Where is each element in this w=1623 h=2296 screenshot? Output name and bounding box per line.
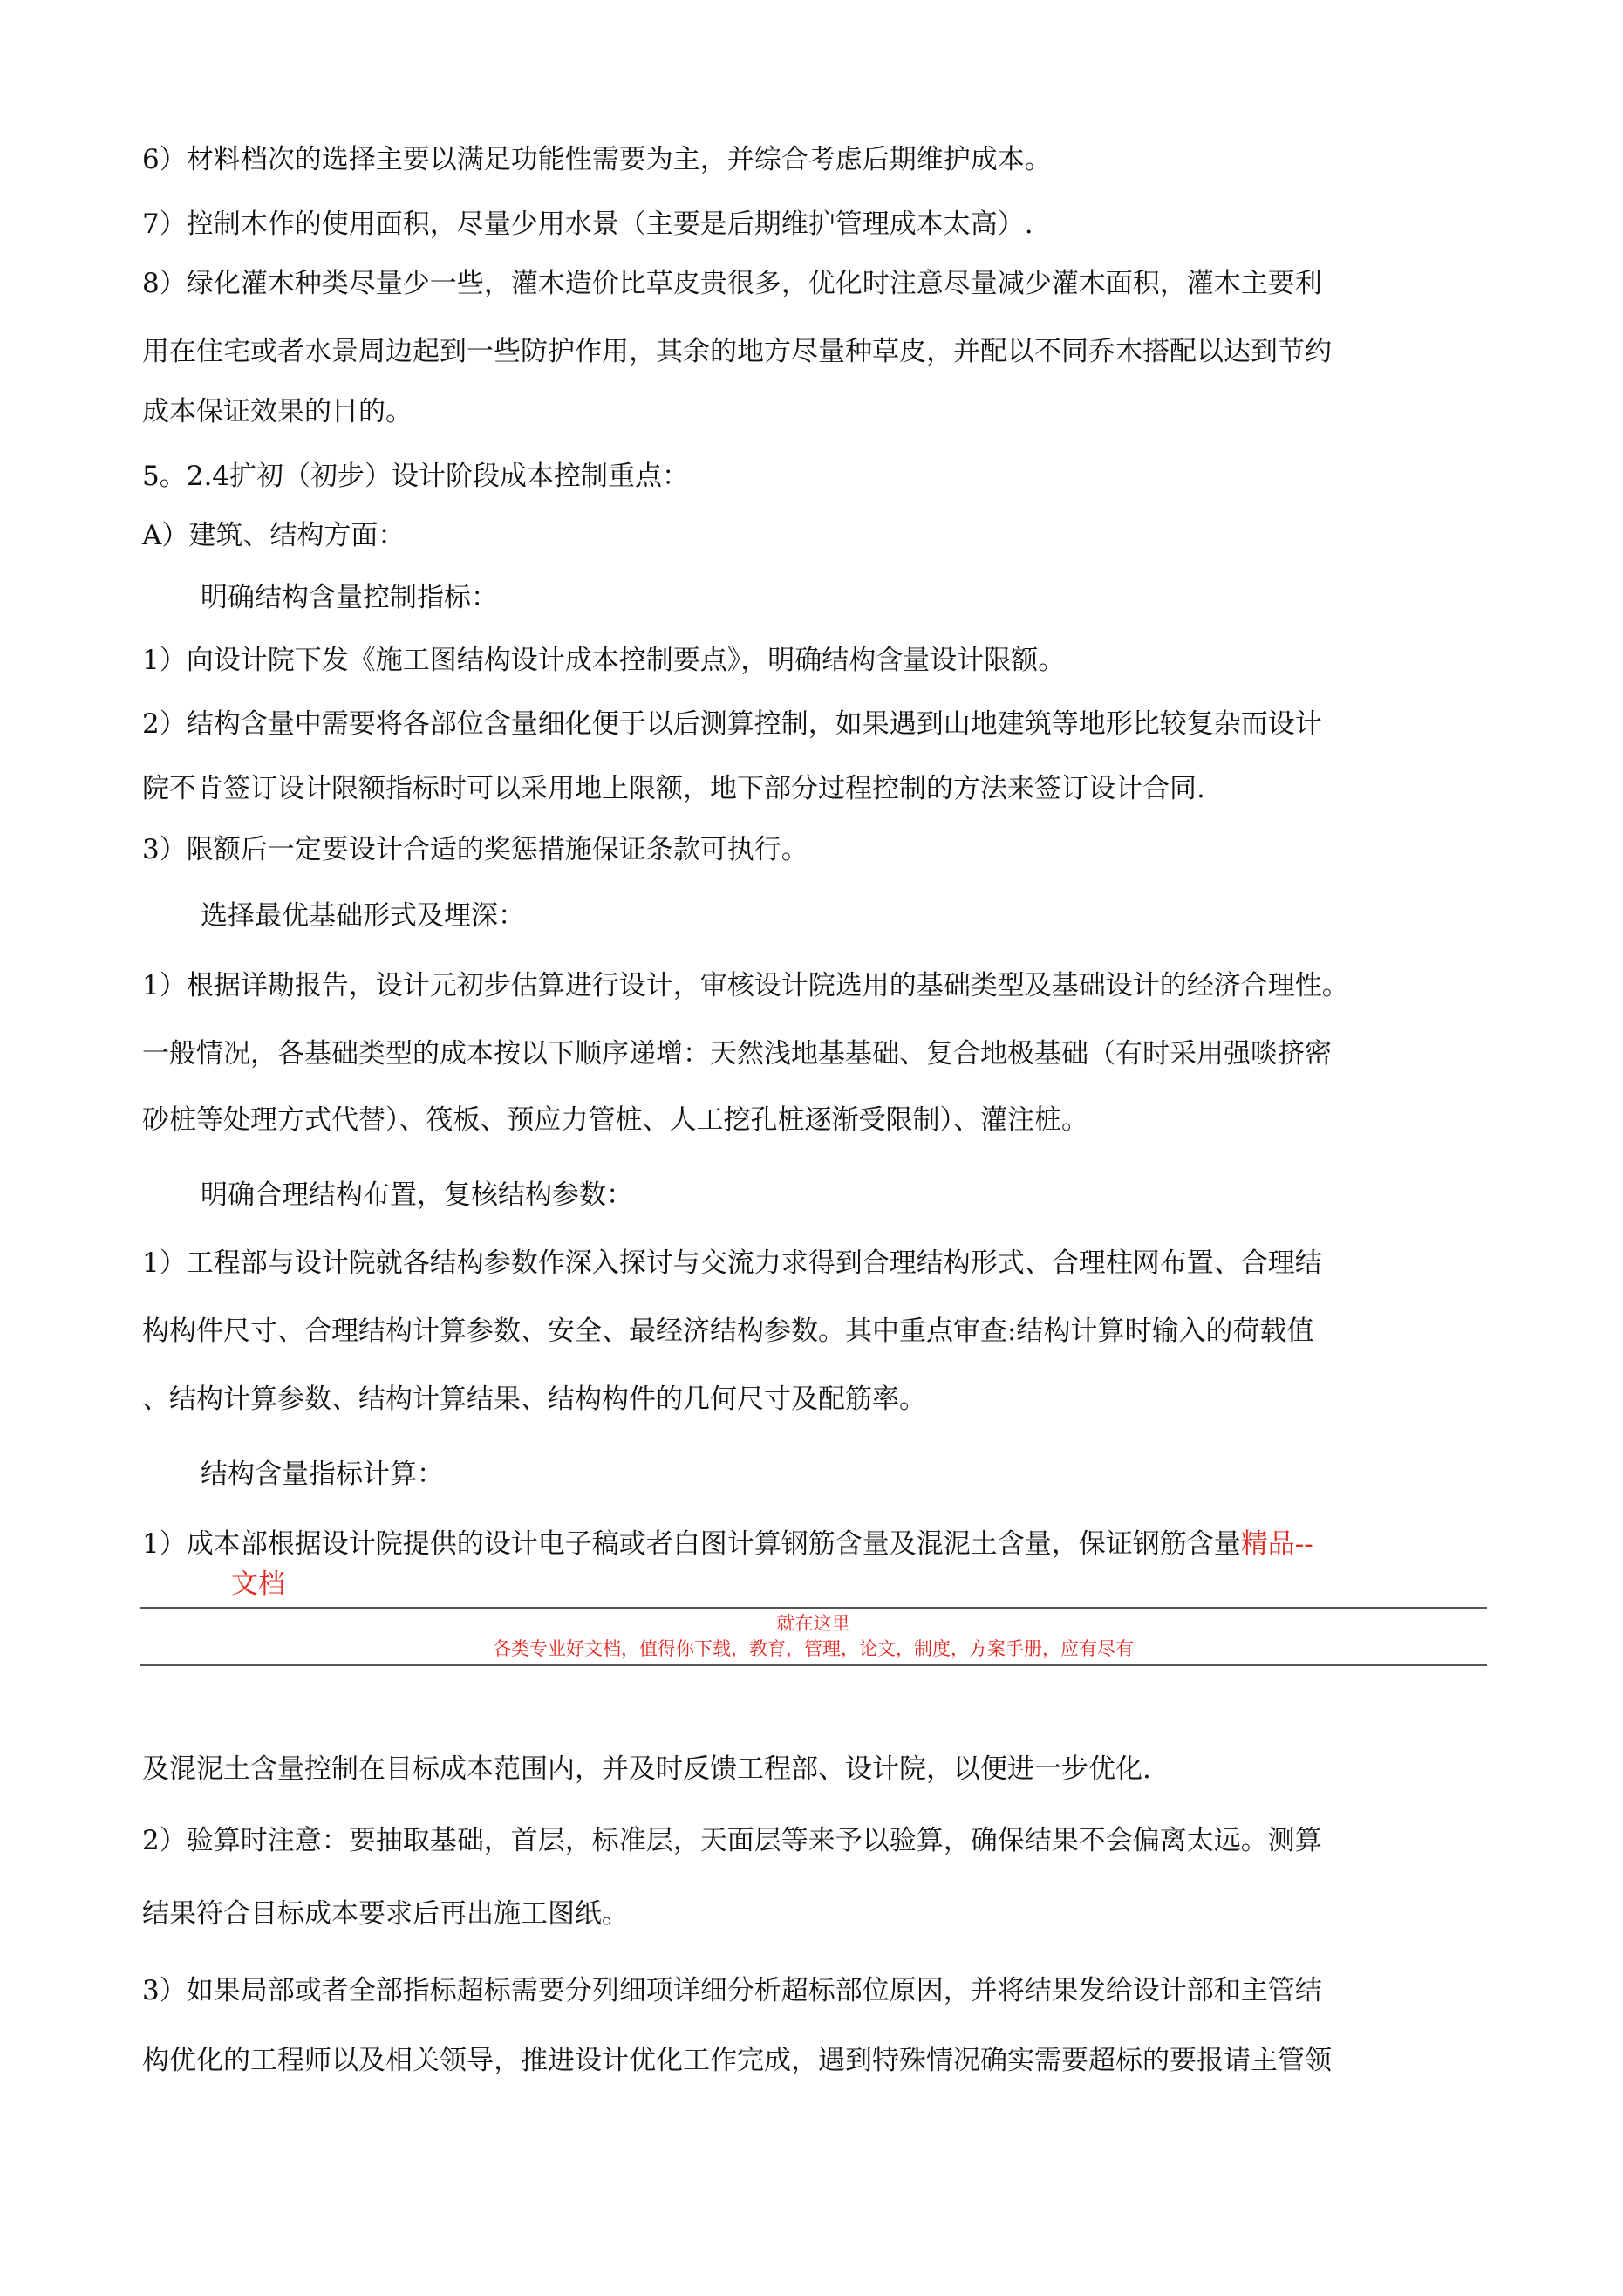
- watermark-text: 精品--: [1240, 1528, 1313, 1560]
- paragraph-line: 1）向设计院下发《施工图结构设计成本控制要点》，明确结构含量设计限额。: [142, 645, 1066, 676]
- topic-heading: 明确合理结构布置，复核结构参数：: [201, 1179, 633, 1211]
- topic-heading: 明确结构含量控制指标：: [201, 582, 498, 613]
- paragraph-line: 、结构计算参数、结构计算结果、结构构件的几何尺寸及配筋率。: [142, 1384, 926, 1415]
- paragraph-line: 1）工程部与设计院就各结构参数作深入探讨与交流力求得到合理结构形式、合理柱网布置、合理结: [142, 1247, 1322, 1279]
- paragraph-line: 6）材料档次的选择主要以满足功能性需要为主，并综合考虑后期维护成本。: [142, 144, 1052, 175]
- paragraph-line: 构构件尺寸、合理结构计算参数、安全、最经济结构参数。其中重点审查:结构计算时输入的荷载值: [142, 1315, 1314, 1347]
- paragraph-line: 1）根据详勘报告，设计元初步估算进行设计，审核设计院选用的基础类型及基础设计的经济合理性。: [142, 970, 1349, 1001]
- paragraph-line: 院不肯签订设计限额指标时可以采用地上限额，地下部分过程控制的方法来签订设计合同.: [142, 773, 1205, 804]
- paragraph-line: 7）控制木作的使用面积，尽量少用水景（主要是后期维护管理成本太高）.: [142, 208, 1033, 240]
- paragraph-line: 3）如果局部或者全部指标超标需要分列细项详细分析超标部位原因，并将结果发给设计部和主管结: [142, 1975, 1322, 2006]
- paragraph-line: 2）验算时注意：要抽取基础，首层，标准层，天面层等来予以验算，确保结果不会偏离太远。测算: [142, 1825, 1322, 1856]
- footer-line1: 就在这里: [776, 1613, 850, 1634]
- paragraph-line: 成本保证效果的目的。: [142, 396, 413, 427]
- footer-top-rule: [140, 1607, 1487, 1609]
- paragraph-line: 8）绿化灌木种类尽量少一些，灌木造价比草皮贵很多，优化时注意尽量减少灌木面积，灌木主要利: [142, 268, 1322, 299]
- watermark-text: 文档: [231, 1568, 285, 1600]
- subsection-heading: A）建筑、结构方面：: [142, 520, 406, 551]
- section-heading: 5。2.4扩初（初步）设计阶段成本控制重点：: [142, 461, 690, 492]
- paragraph-line: 3）限额后一定要设计合适的奖惩措施保证条款可执行。: [142, 834, 808, 865]
- footer-line2: 各类专业好文档，值得你下载，教育，管理，论文，制度，方案手册，应有尽有: [493, 1638, 1134, 1659]
- paragraph-text: 1）成本部根据设计院提供的设计电子稿或者白图计算钢筋含量及混泥土含量，保证钢筋含量: [142, 1528, 1241, 1560]
- paragraph-line: [142, 1527, 1313, 1561]
- paragraph-line: 砂桩等处理方式代替）、筏板、预应力管桩、人工挖孔桩逐渐受限制）、灌注桩。: [142, 1104, 1088, 1136]
- footer-bottom-rule: [140, 1664, 1487, 1666]
- paragraph-line: 结果符合目标成本要求后再出施工图纸。: [142, 1898, 629, 1930]
- topic-heading: 选择最优基础形式及埋深：: [201, 900, 525, 932]
- paragraph-line: 2）结构含量中需要将各部位含量细化便于以后测算控制，如果遇到山地建筑等地形比较复杂而设计: [142, 708, 1322, 740]
- paragraph-line: 构优化的工程师以及相关领导，推进设计优化工作完成，遇到特殊情况确实需要超标的要报请主管领: [142, 2045, 1332, 2076]
- topic-heading: 结构含量指标计算：: [201, 1459, 444, 1490]
- paragraph-line: 及混泥土含量控制在目标成本范围内，并及时反馈工程部、设计院，以便进一步优化.: [142, 1753, 1151, 1785]
- paragraph-line: 用在住宅或者水景周边起到一些防护作用，其余的地方尽量种草皮，并配以不同乔木搭配以达到节约: [142, 336, 1332, 367]
- paragraph-line: 一般情况，各基础类型的成本按以下顺序递增：天然浅地基基础、复合地极基础（有时采用强啖挤密: [142, 1038, 1332, 1069]
